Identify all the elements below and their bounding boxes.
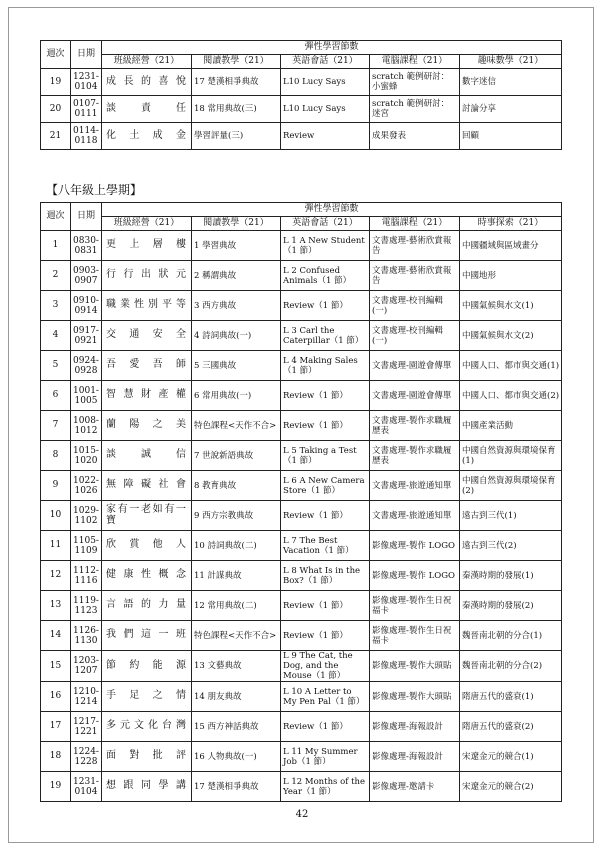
cell-eng: Review [281, 123, 370, 150]
cell-date: 0924-0928 [71, 351, 102, 381]
cell-comp: 文書處理-旅遊通知單 [370, 471, 460, 501]
cell-extra: 遠古到三代(1) [460, 501, 562, 531]
cell-cls: 欣賞他人 [102, 531, 192, 561]
cell-extra: 秦漢時期的發展(1) [460, 561, 562, 591]
cell-week: 6 [41, 381, 71, 411]
cell-date: 1029-1102 [71, 501, 102, 531]
cell-read: 13 文藝典故 [192, 651, 281, 682]
table-row [41, 561, 562, 591]
cell-eng: L 2 Confused Animals（1 節） [281, 261, 370, 291]
cell-date: 0903-0907 [71, 261, 102, 291]
cell-read: 特色課程<天作不合> [192, 621, 281, 651]
cell-date: 1015-1020 [71, 441, 102, 471]
cell-eng: Review（1 節） [281, 501, 370, 531]
cell-read: 9 西方宗教典故 [192, 501, 281, 531]
cell-cls: 智慧財產權 [102, 381, 192, 411]
cell-week: 1 [41, 231, 71, 261]
table-row [41, 261, 562, 291]
cell-cls: 我們這一班 [102, 621, 192, 651]
cell-extra: 中國地形 [460, 261, 562, 291]
cell-eng: L10 Lucy Says [281, 96, 370, 123]
cell-week: 12 [41, 561, 71, 591]
cell-comp: 文書處理-藝術欣賞報告 [370, 231, 460, 261]
cell-extra: 數字迷信 [460, 69, 562, 96]
cell-read: 5 三國典故 [192, 351, 281, 381]
header-date: 日期 [71, 203, 102, 231]
cell-date: 1008-1012 [71, 411, 102, 441]
cell-read: 11 計謀典故 [192, 561, 281, 591]
cell-eng: L 6 A New Camera Store（1 節） [281, 471, 370, 501]
table-row [41, 621, 562, 651]
table-row [41, 742, 562, 772]
cell-read: 18 常用典故(三) [192, 96, 281, 123]
table-row [41, 772, 562, 802]
cell-week: 7 [41, 411, 71, 441]
cell-extra: 中國人口、都市與交通(2) [460, 381, 562, 411]
header-col: 趣味數學（21） [460, 55, 562, 69]
header-col: 班級經營（21） [102, 55, 192, 69]
cell-eng: L 4 Making Sales（1 節） [281, 351, 370, 381]
cell-extra: 中國自然資源與環境保育(2) [460, 471, 562, 501]
cell-eng: L 12 Months of the Year（1 節） [281, 772, 370, 802]
cell-comp: 影像處理-製作 LOGO [370, 561, 460, 591]
header-col: 電腦課程（21） [370, 217, 460, 231]
cell-comp: 文書處理-製作求職履歷表 [370, 411, 460, 441]
header-col: 英語會話（21） [281, 217, 370, 231]
cell-read: 1 學習典故 [192, 231, 281, 261]
cell-read: 16 人物典故(一) [192, 742, 281, 772]
cell-date: 1022-1026 [71, 471, 102, 501]
cell-date: 0114-0118 [71, 123, 102, 150]
cell-week: 20 [41, 96, 71, 123]
table-row [41, 231, 562, 261]
cell-eng: Review（1 節） [281, 591, 370, 621]
cell-comp: 影像處理-海報設計 [370, 712, 460, 742]
cell-week: 5 [41, 351, 71, 381]
cell-extra: 討論分享 [460, 96, 562, 123]
table-row [41, 321, 562, 351]
table-row [41, 441, 562, 471]
cell-eng: L 1 A New Student（1 節） [281, 231, 370, 261]
table-row [41, 381, 562, 411]
cell-extra: 秦漢時期的發展(2) [460, 591, 562, 621]
cell-week: 11 [41, 531, 71, 561]
cell-week: 14 [41, 621, 71, 651]
cell-extra: 中國氣候與水文(1) [460, 291, 562, 321]
cell-week: 19 [41, 772, 71, 802]
table-row [41, 291, 562, 321]
header-week: 週次 [41, 41, 71, 69]
cell-read: 17 楚漢相爭典故 [192, 69, 281, 96]
cell-eng: L 7 The Best Vacation（1 節） [281, 531, 370, 561]
header-col: 英語會話（21） [281, 55, 370, 69]
cell-date: 0830-0831 [71, 231, 102, 261]
cell-cls: 成長的喜悅 [102, 69, 192, 96]
cell-extra: 魏晉南北朝的分合(2) [460, 651, 562, 682]
cell-extra: 隋唐五代的盛衰(1) [460, 682, 562, 712]
cell-eng: L 11 My Summer Job（1 節） [281, 742, 370, 772]
cell-comp: 文書處理-旅遊通知單 [370, 501, 460, 531]
table-row [41, 69, 562, 96]
cell-extra: 中國人口、都市與交通(1) [460, 351, 562, 381]
table-row [41, 351, 562, 381]
cell-date: 1112-1116 [71, 561, 102, 591]
cell-extra: 隋唐五代的盛衰(2) [460, 712, 562, 742]
cell-cls: 吾愛吾師 [102, 351, 192, 381]
table-row [41, 531, 562, 561]
table-row [41, 501, 562, 531]
table-row [41, 471, 562, 501]
cell-comp: 文書處理-園遊會傳單 [370, 351, 460, 381]
cell-extra: 中國自然資源與環境保育(1) [460, 441, 562, 471]
cell-cls: 談誠信 [102, 441, 192, 471]
cell-week: 18 [41, 742, 71, 772]
cell-extra: 宋遼金元的競合(1) [460, 742, 562, 772]
cell-cls: 多元文化台灣 [102, 712, 192, 742]
cell-date: 1224-1228 [71, 742, 102, 772]
cell-eng: L 5 Taking a Test（1 節） [281, 441, 370, 471]
cell-comp: 影像處理-海報設計 [370, 742, 460, 772]
cell-eng: Review（1 節） [281, 291, 370, 321]
cell-date: 1119-1123 [71, 591, 102, 621]
cell-cls: 蘭陽之美 [102, 411, 192, 441]
cell-comp: 文書處理-校刊編輯(一) [370, 321, 460, 351]
cell-eng: Review（1 節） [281, 712, 370, 742]
cell-cls: 更上層樓 [102, 231, 192, 261]
cell-week: 19 [41, 69, 71, 96]
cell-comp: 影像處理-製作生日祝福卡 [370, 621, 460, 651]
cell-comp: scratch 範例研討：小蜜蜂 [370, 69, 460, 96]
cell-comp: 影像處理-製作大頭貼 [370, 651, 460, 682]
cell-week: 8 [41, 441, 71, 471]
cell-cls: 手足之情 [102, 682, 192, 712]
table-row [41, 712, 562, 742]
cell-extra: 中國疆域與區域畫分 [460, 231, 562, 261]
table-row [41, 682, 562, 712]
cell-date: 0910-0914 [71, 291, 102, 321]
cell-cls: 無障礙社會 [102, 471, 192, 501]
cell-read: 12 常用典故(二) [192, 591, 281, 621]
cell-extra: 中國氣候與水文(2) [460, 321, 562, 351]
cell-date: 0917-0921 [71, 321, 102, 351]
table-row [41, 123, 562, 150]
header-col: 電腦課程（21） [370, 55, 460, 69]
cell-read: 14 朋友典故 [192, 682, 281, 712]
cell-read: 2 稱謂典故 [192, 261, 281, 291]
cell-date: 1210-1214 [71, 682, 102, 712]
cell-read: 3 西方典故 [192, 291, 281, 321]
cell-date: 1126-1130 [71, 621, 102, 651]
cell-cls: 職業性別平等 [102, 291, 192, 321]
header-col: 班級經營（21） [102, 217, 192, 231]
cell-read: 15 西方神話典故 [192, 712, 281, 742]
cell-cls: 談責任 [102, 96, 192, 123]
cell-cls: 化土成金 [102, 123, 192, 150]
cell-week: 16 [41, 682, 71, 712]
header-date: 日期 [71, 41, 102, 69]
cell-extra: 回顧 [460, 123, 562, 150]
cell-cls: 家有一老如有一寶 [102, 501, 192, 531]
cell-comp: 文書處理-校刊編輯(一) [370, 291, 460, 321]
cell-read: 7 世說新語典故 [192, 441, 281, 471]
cell-comp: 文書處理-藝術欣賞報告 [370, 261, 460, 291]
cell-extra: 魏晉南北朝的分合(1) [460, 621, 562, 651]
cell-date: 1231-0104 [71, 69, 102, 96]
cell-week: 17 [41, 712, 71, 742]
cell-comp: 文書處理-園遊會傳單 [370, 381, 460, 411]
cell-read: 10 詩詞典故(二) [192, 531, 281, 561]
table-row [41, 651, 562, 682]
cell-week: 3 [41, 291, 71, 321]
page-number: 42 [295, 809, 309, 820]
cell-week: 13 [41, 591, 71, 621]
cell-extra: 中國產業活動 [460, 411, 562, 441]
cell-read: 4 詩詞典故(一) [192, 321, 281, 351]
cell-comp: 影像處理-製作生日祝福卡 [370, 591, 460, 621]
cell-eng: Review（1 節） [281, 621, 370, 651]
cell-read: 學習評量(三) [192, 123, 281, 150]
cell-comp: scratch 範例研討：迷宮 [370, 96, 460, 123]
cell-read: 6 常用典故(一) [192, 381, 281, 411]
cell-cls: 交通安全 [102, 321, 192, 351]
cell-eng: L 8 What Is in the Box?（1 節） [281, 561, 370, 591]
cell-week: 9 [41, 471, 71, 501]
cell-date: 1217-1221 [71, 712, 102, 742]
cell-extra: 遠古到三代(2) [460, 531, 562, 561]
cell-date: 1001-1005 [71, 381, 102, 411]
cell-cls: 行行出狀元 [102, 261, 192, 291]
cell-eng: L 10 A Letter to My Pen Pal（1 節） [281, 682, 370, 712]
cell-week: 2 [41, 261, 71, 291]
cell-date: 1203-1207 [71, 651, 102, 682]
cell-week: 15 [41, 651, 71, 682]
cell-cls: 健康性概念 [102, 561, 192, 591]
cell-comp: 成果發表 [370, 123, 460, 150]
schedule-table-8th-grade [40, 202, 562, 802]
cell-comp: 影像處理-邀請卡 [370, 772, 460, 802]
header-col: 時事探索（21） [460, 217, 562, 231]
cell-comp: 影像處理-製作大頭貼 [370, 682, 460, 712]
cell-cls: 想跟同學講 [102, 772, 192, 802]
cell-week: 10 [41, 501, 71, 531]
header-group: 彈性學習節數 [102, 41, 562, 55]
cell-date: 0107-0111 [71, 96, 102, 123]
cell-week: 4 [41, 321, 71, 351]
header-col: 閱讀教學（21） [192, 217, 281, 231]
cell-cls: 言語的力量 [102, 591, 192, 621]
cell-eng: L10 Lucy Says [281, 69, 370, 96]
cell-date: 1105-1109 [71, 531, 102, 561]
cell-eng: L 3 Carl the Caterpillar（1 節） [281, 321, 370, 351]
cell-cls: 節約能源 [102, 651, 192, 682]
section-title-8th-grade: 【八年級上學期】 [46, 183, 143, 197]
cell-read: 17 楚漢相爭典故 [192, 772, 281, 802]
header-col: 閱讀教學（21） [192, 55, 281, 69]
cell-read: 特色課程<天作不合> [192, 411, 281, 441]
table-row [41, 591, 562, 621]
header-week: 週次 [41, 203, 71, 231]
cell-comp: 文書處理-製作求職履歷表 [370, 441, 460, 471]
cell-comp: 影像處理-製作 LOGO [370, 531, 460, 561]
cell-extra: 宋遼金元的競合(2) [460, 772, 562, 802]
table-row [41, 411, 562, 441]
cell-read: 8 教育典故 [192, 471, 281, 501]
header-group: 彈性學習節數 [102, 203, 562, 217]
cell-week: 21 [41, 123, 71, 150]
schedule-table-7th-grade [40, 40, 562, 150]
cell-eng: Review（1 節） [281, 381, 370, 411]
table-row [41, 96, 562, 123]
cell-eng: Review（1 節） [281, 411, 370, 441]
cell-date: 1231-0104 [71, 772, 102, 802]
cell-eng: L 9 The Cat, the Dog, and the Mouse（1 節） [281, 651, 370, 682]
cell-cls: 面對批評 [102, 742, 192, 772]
